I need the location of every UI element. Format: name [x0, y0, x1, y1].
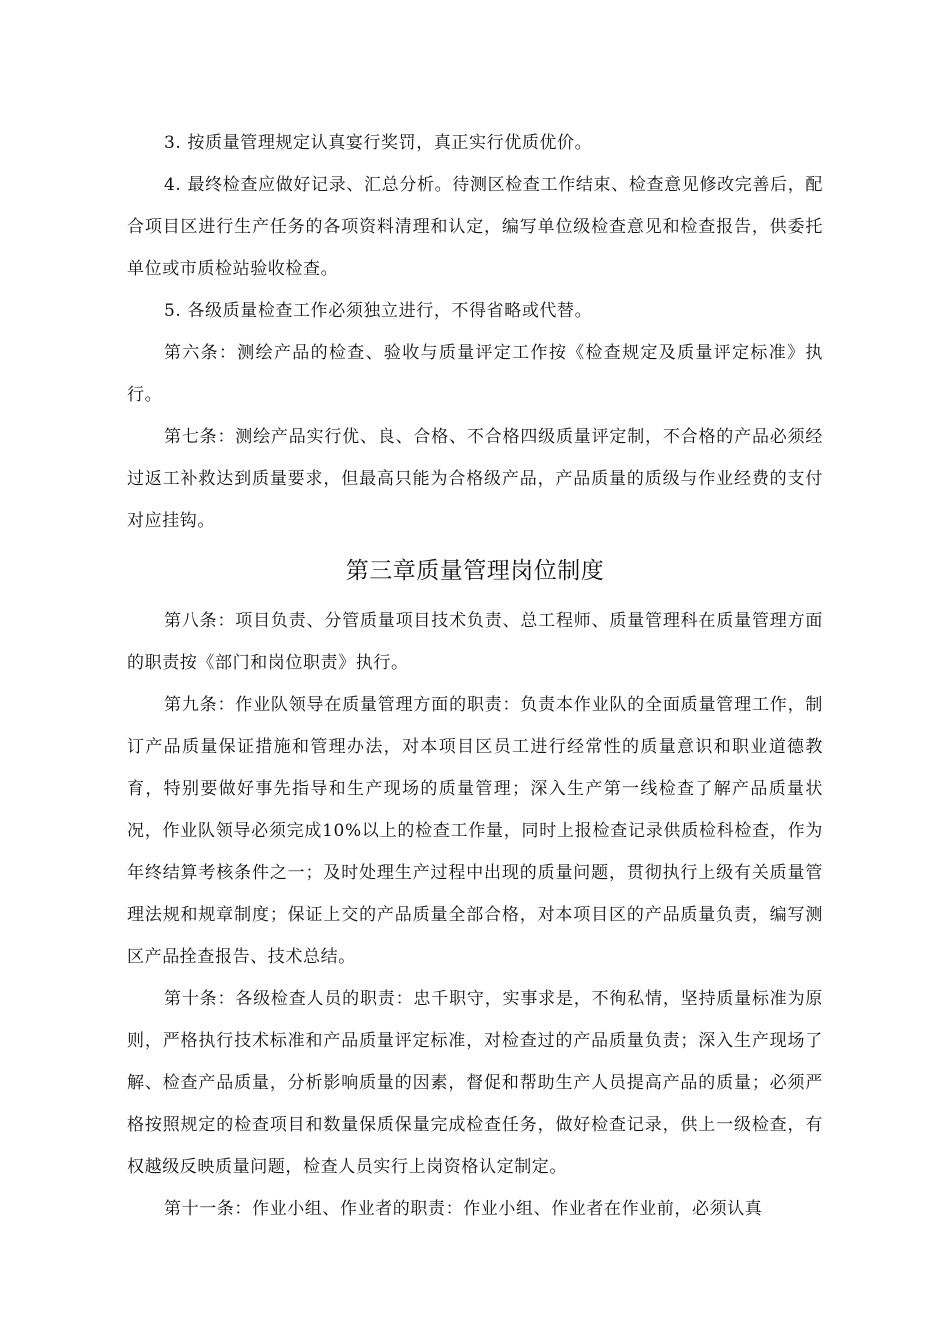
paragraph-article-11: 第十一条：作业小组、作业者的职责：作业小组、作业者在作业前，必须认真	[164, 1199, 763, 1219]
chapter-title: 第三章质量管理岗位制度	[345, 558, 605, 584]
paragraph-item-5: 5. 各级质量检查工作必须独立进行，不得省略或代替。	[164, 301, 593, 321]
paragraph-article-10: 第十条：各级检查人员的职责：忠千职守，实事求是，不徇私情，坚持质量标准为原则，严格执行技术标准和产品质量评定标准，对检查过的产品质量负责；深入生产现场了解、检查产品质量，分析影响质量的因素，督促和帮助生产人员提高产品的质量；必须严格按照规定的检查项目和数量保质保量完成检查任务，做好检查记录，供上一级检查，有权越级反映质量问题，检查人员实行上岗资格认定制定。	[127, 989, 823, 1177]
paragraph-article-9: 第九条：作业队领导在质量管理方面的职责：负责本作业队的全面质量管理工作，制订产品质量保证措施和管理办法，对本项目区员工进行经常性的质量意识和职业道德教育，特别要做好事先指导和生产现场的质量管理；深入生产第一线检查了解产品质量状况，作业队领导必须完成10%以上的检查工作量，同时上报检查记录供质检科检查，作为年终结算考核条件之一；及时处理生产过程中出现的质量问题，贯彻执行上级有关质量管理法规和规章制度；保证上交的产品质量全部合格，对本项目区的产品质量负责，编写测区产品拴查报告、技术总结。	[127, 695, 823, 967]
paragraph-item-4: 4. 最终检查应做好记录、汇总分析。待测区检查工作结束、检查意见修改完善后，配合项目区进行生产任务的各项资料清理和认定，编写单位级检查意见和检查报告，供委托单位或市质检站验收检查。	[127, 175, 823, 279]
paragraph-article-7: 第七条：测绘产品实行优、良、合格、不合格四级质量评定制，不合格的产品必须经过返工补救达到质量要求，但最高只能为合格级产品，产品质量的质级与作业经费的支付对应挂钩。	[127, 427, 823, 531]
paragraph-article-6: 第六条：测绘产品的检查、验收与质量评定工作按《检查规定及质量评定标准》执行。	[127, 343, 823, 405]
document-page	[127, 122, 823, 1230]
paragraph-item-3: 3. 按质量管理规定认真宴行奖罚，真正实行优质优价。	[164, 133, 593, 153]
paragraph-article-8: 第八条：项目负责、分管质量项目技术负责、总工程师、质量管理科在质量管理方面的职责按《部门和岗位职责》执行。	[127, 611, 823, 673]
